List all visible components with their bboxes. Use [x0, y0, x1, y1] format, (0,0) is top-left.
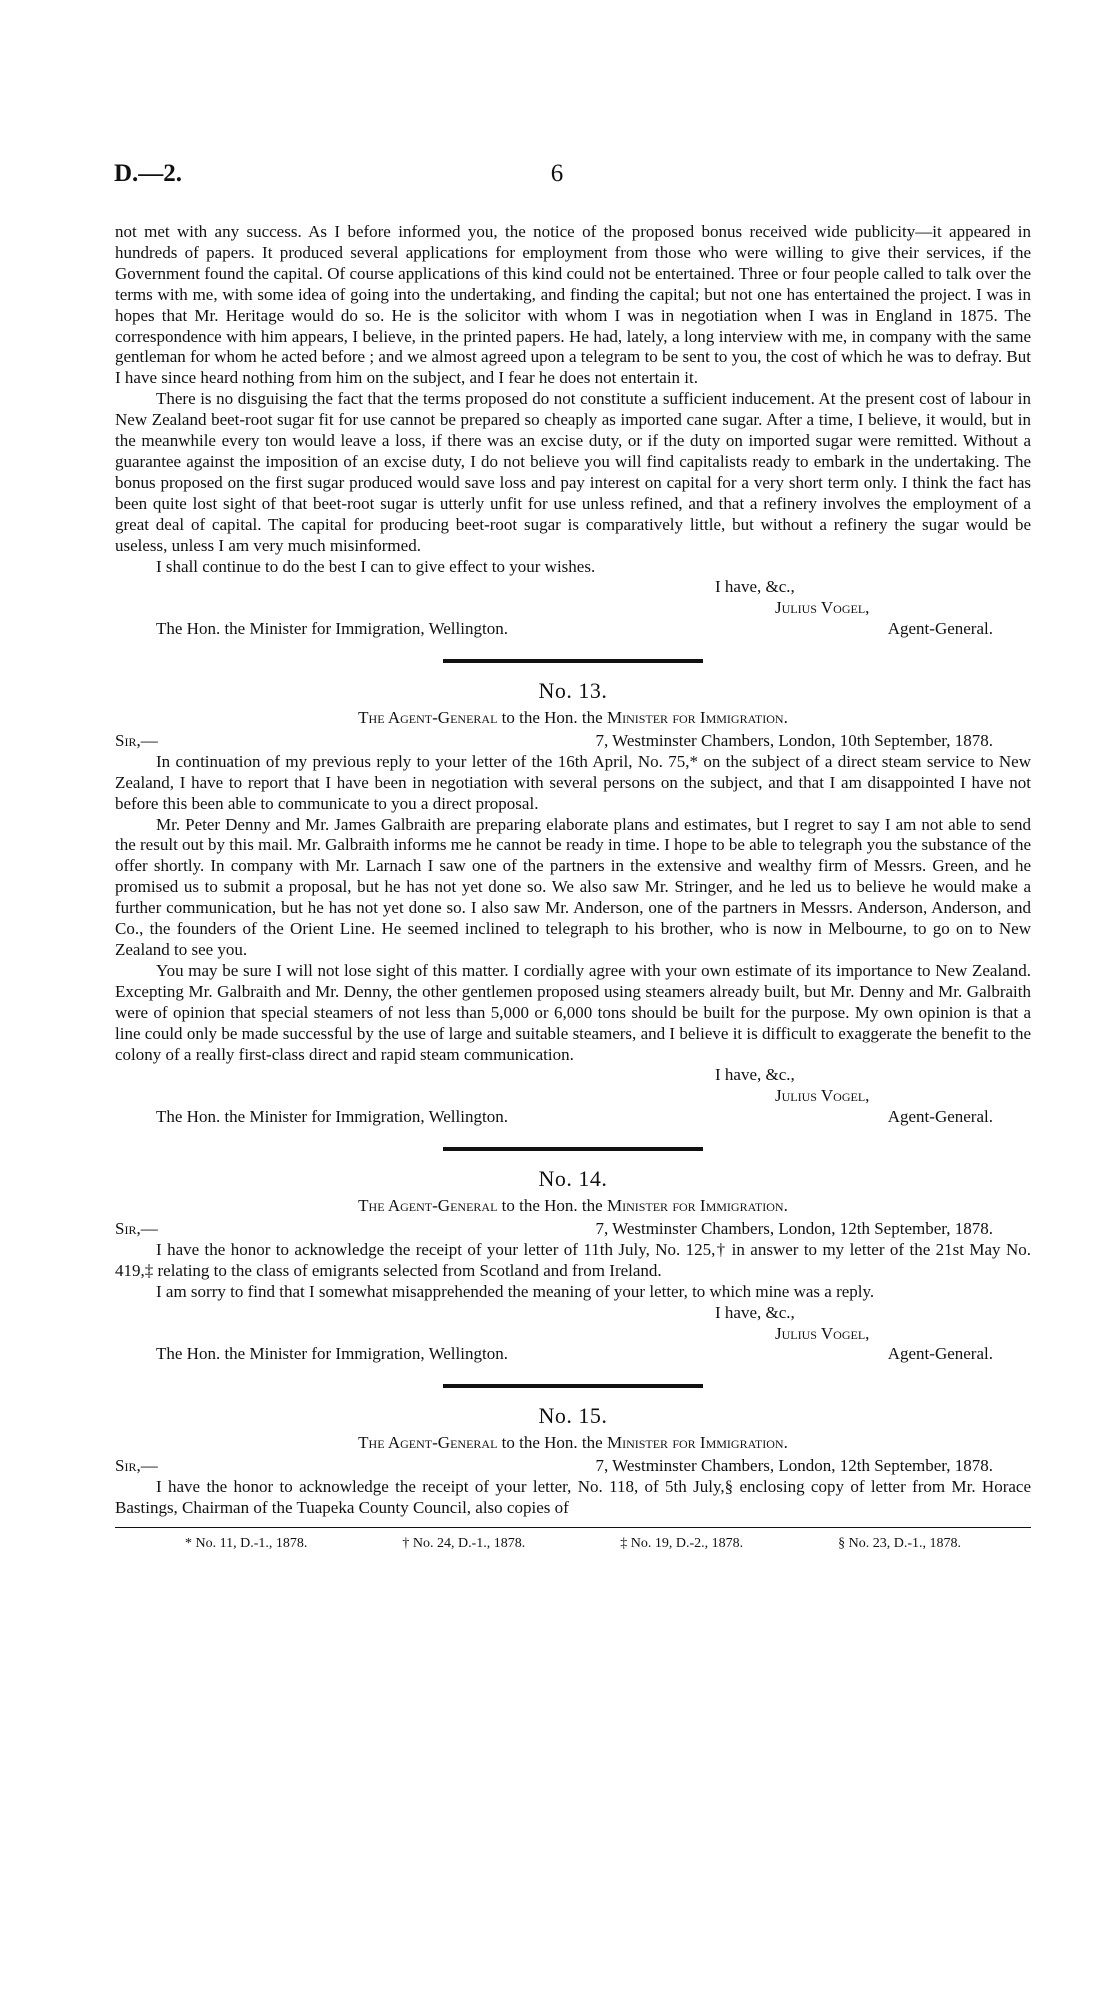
letter-heading [115, 708, 1031, 729]
footnotes [115, 1528, 1031, 1555]
letter-to: Minister for Immigration. [606, 1196, 788, 1216]
section-divider [443, 659, 703, 663]
letter-heading [115, 1196, 1031, 1217]
letter-paragraph: Mr. Peter Denny and Mr. James Galbraith are preparing elaborate plans and estimates, but I regret to say I am not able to send the result out by this mail. Mr. Galbraith informs me he cannot be ready in time. I hope to be able to telegraph you the substance of the offer shortly. In company with Mr. Larnach I saw one of the partners in the extensive and wealthy firm of Messrs. Green, and he promised us to submit a proposal, but he has not yet done so. We also saw Mr. Stringer, and he led us to believe he would make a further communication, but he has not yet done so. I also saw Mr. Anderson, one of the partners in Messrs. Anderson, Anderson, and Co., the founders of the Orient Line. He seemed inclined to telegraph to his brother, who is now in Melbourne, to go on to New Zealand to see you. [115, 814, 1031, 959]
letter-footer [115, 1344, 1031, 1365]
letter-from: The Agent-General [358, 1196, 498, 1216]
section-divider [443, 1384, 703, 1388]
letter-closing: I have, &c., [715, 1302, 795, 1322]
letter-salutation: Sir,— [115, 1456, 158, 1476]
letter-address-line [115, 731, 1031, 752]
letter-signer-title: Agent-General. [887, 1107, 993, 1127]
letter-paragraph: I have the honor to acknowledge the receipt of your letter, No. 118, of 5th July,§ enclosing copy of letter from Mr. Horace Bastings, Chairman of the Tuapeka County Council, also copies of [115, 1477, 1031, 1517]
prev-letter-closing: I have, &c., [715, 577, 795, 597]
letter-address-line [115, 1456, 1031, 1477]
page-header [114, 160, 1000, 194]
letter-paragraph: I am sorry to find that I somewhat misapprehended the meaning of your letter, to which mine was a reply. [156, 1281, 875, 1301]
footnote: * No. 11, D.-1., 1878. [185, 1535, 308, 1551]
letter-to: Minister for Immigration. [606, 708, 788, 728]
letter-number: No. 13. [538, 678, 608, 704]
letter-heading [115, 1433, 1031, 1454]
letter-to-word: to the Hon. the [501, 708, 603, 728]
prev-letter-paragraph-3: I shall continue to do the best I can to give effect to your wishes. [156, 556, 596, 576]
letter-signer: Julius Vogel, [775, 1086, 870, 1106]
footnote: † No. 24, D.-1., 1878. [402, 1535, 526, 1551]
page-content [115, 222, 1031, 1555]
prev-letter-addressee: The Hon. the Minister for Immigration, Wellington. [156, 619, 508, 639]
letter-address: 7, Westminster Chambers, London, 10th September, 1878. [595, 730, 993, 750]
letter-salutation: Sir,— [115, 730, 158, 750]
letter-number: No. 15. [538, 1403, 608, 1429]
letter-closing: I have, &c., [715, 1065, 795, 1085]
letter-paragraph: I have the honor to acknowledge the receipt of your letter of 11th July, No. 125,† in answer to my letter of the 21st May No. 419,‡ relating to the class of emigrants selected from Scotland and from Ireland. [115, 1239, 1031, 1280]
letter-salutation: Sir,— [115, 1218, 158, 1238]
letter-address-line [115, 1219, 1031, 1240]
prev-letter-title: Agent-General. [887, 619, 993, 639]
letter-to-word: to the Hon. the [501, 1433, 603, 1453]
letter-to-word: to the Hon. the [501, 1196, 603, 1216]
letter-paragraph: You may be sure I will not lose sight of this matter. I cordially agree with your own estimate of its importance to New Zealand. Excepting Mr. Galbraith and Mr. Denny, the other gentlemen proposed using steamers already built, but Mr. Denny and Mr. Galbraith were of opinion that special steamers of not less than 5,000 or 6,000 tons should be built for the purpose. My own opinion is that a line could only be made successful by the use of large and suitable steamers, and I believe it is difficult to exaggerate the benefit to the colony of a really first-class direct and rapid steam communication. [115, 960, 1031, 1064]
letter-number: No. 14. [538, 1166, 608, 1192]
letter-footer [115, 1107, 1031, 1128]
letter-to: Minister for Immigration. [606, 1433, 788, 1453]
prev-letter-paragraph-2: There is no disguising the fact that the terms proposed do not constitute a sufficient inducement. At the present cost of labour in New Zealand beet-root sugar fit for use cannot be prepared so cheaply as imported cane sugar. After a time, I believe, it would, but in the meanwhile every ton would leave a loss, if there was an excise duty, or if the duty on imported sugar were remitted. Without a guarantee against the imposition of an excise duty, I do not believe you will find capitalists ready to embark in the undertaking. The bonus proposed on the first sugar produced would save loss and pay interest on capital for a very short term only. I think the fact has been quite lost sight of that beet-root sugar is utterly unfit for use unless refined, and that a refinery involves the employment of a great deal of capital. The capital for producing beet-root sugar is comparatively little, but without a refinery the sugar would be useless, unless I am very much misinformed. [115, 389, 1031, 555]
letter-addressee: The Hon. the Minister for Immigration, Wellington. [156, 1107, 508, 1127]
letter-from: The Agent-General [358, 708, 498, 728]
prev-letter-paragraph-1: not met with any success. As I before informed you, the notice of the proposed bonus received wide publicity—it appeared in hundreds of papers. It produced several applications for employment from those who were willing to give their services, if the Government found the capital. Of course applications of this kind could not be entertained. Three or four people called to talk over the terms with me, with some idea of going into the undertaking, and finding the capital; but not one has entertained the project. I was in hopes that Mr. Heritage would do so. He is the solicitor with whom I was in negotiation when I was in England in 1875. The correspondence with him appears, I believe, in the printed papers. He had, lately, a long interview with me, in company with the same gentleman for whom he acted before ; and we almost agreed upon a telegram to be sent to you, the cost of which he was to defray. But I have since heard nothing from him on the subject, and I fear he does not entertain it. [115, 222, 1031, 388]
letter-address: 7, Westminster Chambers, London, 12th September, 1878. [595, 1218, 993, 1238]
document-reference: D.—2. [114, 160, 183, 187]
page-number: 6 [550, 160, 564, 187]
section-divider [443, 1147, 703, 1151]
prev-letter-signer: Julius Vogel, [775, 598, 870, 618]
letter-paragraph: In continuation of my previous reply to your letter of the 16th April, No. 75,* on the subject of a direct steam service to New Zealand, I have to report that I have been in negotiation with several persons on the subject, and that I am disappointed I have not before this been able to communicate to you a direct proposal. [115, 751, 1031, 813]
footnote: § No. 23, D.-1., 1878. [838, 1535, 961, 1551]
prev-letter-footer [115, 619, 1031, 640]
letter-address: 7, Westminster Chambers, London, 12th September, 1878. [595, 1456, 993, 1476]
letter-signer-title: Agent-General. [887, 1344, 993, 1364]
letter-addressee: The Hon. the Minister for Immigration, Wellington. [156, 1344, 508, 1364]
letter-signer: Julius Vogel, [775, 1323, 870, 1343]
footnote: ‡ No. 19, D.-2., 1878. [620, 1535, 744, 1551]
letter-from: The Agent-General [358, 1433, 498, 1453]
